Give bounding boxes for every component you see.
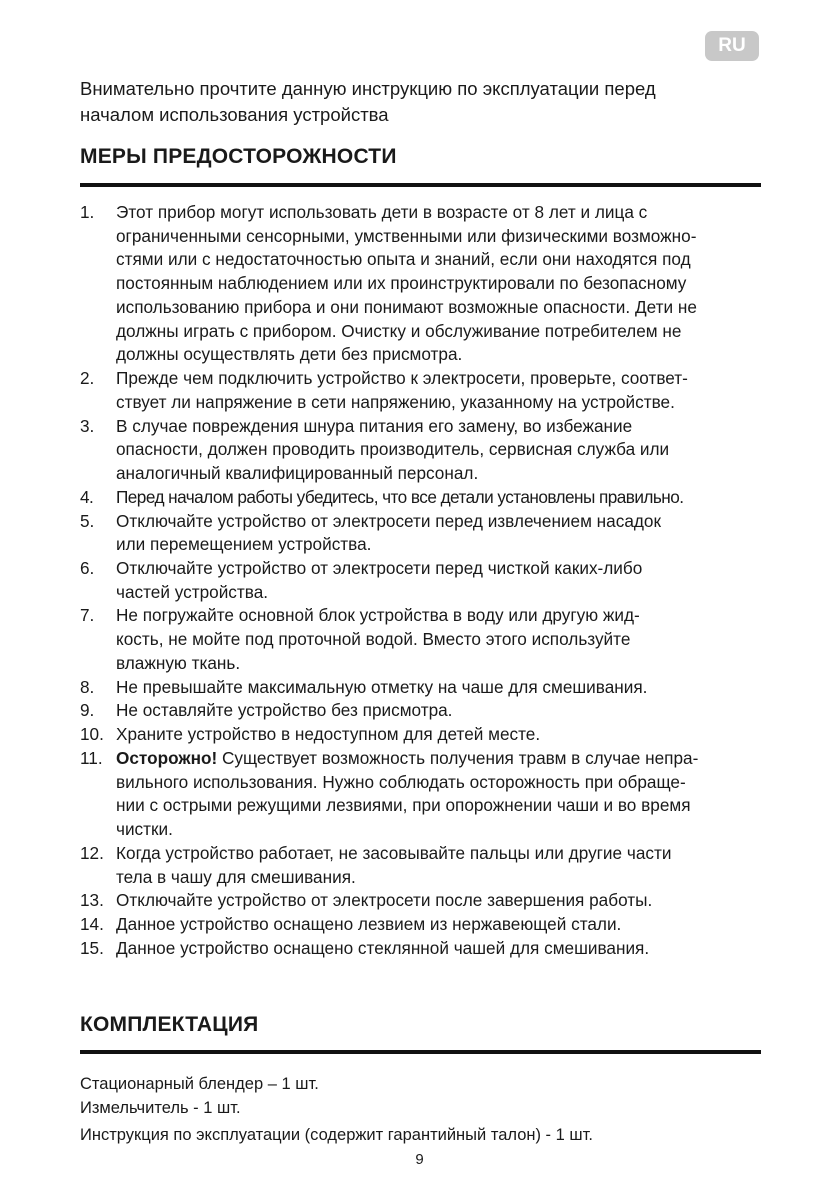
list-item-number: 11. <box>80 747 103 768</box>
kit-item: Измельчитель - 1 шт. <box>80 1099 241 1117</box>
list-item-line <box>80 343 698 367</box>
list-item <box>80 201 698 367</box>
list-item-line <box>80 913 698 937</box>
list-item-line <box>80 415 698 439</box>
list-item-text: должны играть с прибором. Очистку и обслуживание потребителем не <box>116 320 682 341</box>
list-item-number: 15. <box>80 937 104 958</box>
list-item-line <box>80 533 698 557</box>
list-item-line <box>80 676 698 700</box>
list-item-number: 3. <box>80 415 95 436</box>
list-item-text: Когда устройство работает, не засовывайте пальцы или другие части <box>116 842 672 863</box>
list-item-line <box>80 699 698 723</box>
list-item <box>80 604 698 675</box>
list-item-line <box>80 628 698 652</box>
list-item <box>80 676 698 700</box>
list-item-number: 14. <box>80 914 104 935</box>
language-badge: RU <box>705 31 759 61</box>
list-item-line <box>80 296 698 320</box>
heading-rule <box>80 1050 761 1054</box>
list-item <box>80 723 698 747</box>
precautions-list <box>80 201 698 961</box>
list-item-text: постоянным наблюдением или их проинструктировали по безопасному <box>116 273 687 294</box>
list-item-line <box>80 320 698 344</box>
kit-list <box>80 1072 593 1147</box>
heading-rule <box>80 183 761 187</box>
list-item-text: Перед началом работы убедитесь, что все детали установлены правильно. <box>116 486 684 507</box>
list-item-line <box>80 272 698 296</box>
list-item-text: нии с острыми режущими лезвиями, при опорожнении чаши и во время <box>116 795 691 816</box>
list-item-text: Не превышайте максимальную отметку на чаше для смешивания. <box>116 676 648 697</box>
list-item-line <box>80 889 698 913</box>
list-item-number: 7. <box>80 605 95 626</box>
list-item-text: влажную ткань. <box>116 652 241 673</box>
kit-item: Стационарный блендер – 1 шт. <box>80 1075 319 1093</box>
list-item-text: ограниченными сенсорными, умственными или физическими возможно- <box>116 225 697 246</box>
list-item <box>80 557 698 604</box>
list-item <box>80 367 698 414</box>
page-number: 9 <box>415 1151 424 1168</box>
list-item-text: В случае повреждения шнура питания его замену, во избежание <box>116 415 633 436</box>
list-item-text: Этот прибор могут использовать дети в возрасте от 8 лет и лица с <box>116 202 648 222</box>
list-item-text: Отключайте устройство от электросети перед извлечением насадок <box>116 510 661 531</box>
kit-item: Инструкция по эксплуатации (содержит гарантийный талон) - 1 шт. <box>80 1126 593 1144</box>
list-item-line <box>80 486 698 510</box>
list-item-number: 6. <box>80 558 95 579</box>
list-item-line <box>80 391 698 415</box>
list-item-text: частей устройства. <box>116 581 269 602</box>
list-item-text: опасности, должен проводить производитель, сервисная служба или <box>116 439 670 460</box>
list-item-line <box>80 557 698 581</box>
list-item-text: Данное устройство оснащено лезвием из нержавеющей стали. <box>116 914 622 935</box>
intro-line: началом использования устройства <box>80 104 389 125</box>
list-item-line <box>80 225 698 249</box>
list-item-text: кость, не мойте под проточной водой. Вместо этого используйте <box>116 629 631 650</box>
list-item-text: Не оставляйте устройство без присмотра. <box>116 700 453 721</box>
list-item-line <box>80 201 698 225</box>
list-item-text: Данное устройство оснащено стеклянной чашей для смешивания. <box>116 937 650 958</box>
list-item-number: 8. <box>80 676 95 697</box>
list-item <box>80 842 698 889</box>
list-item <box>80 747 698 842</box>
list-item-line <box>80 510 698 534</box>
list-item-text: Прежде чем подключить устройство к электросети, проверьте, соответ- <box>116 368 688 389</box>
list-item-text: Не погружайте основной блок устройства в воду или другую жид- <box>116 605 640 626</box>
list-item-line <box>80 367 698 391</box>
list-item-text: чистки. <box>116 819 173 840</box>
list-item-line <box>80 842 698 866</box>
list-item-text: стями или с недостаточностью опыта и знаний, если они находятся под <box>116 249 691 270</box>
list-item-line <box>80 248 698 272</box>
list-item <box>80 937 698 961</box>
list-item-text: Существует возможность получения травм в случае непра- <box>217 747 699 768</box>
list-item <box>80 913 698 937</box>
list-item-text: Отключайте устройство от электросети перед чисткой каких-либо <box>116 558 643 579</box>
list-item-text: использованию прибора и они понимают возможные опасности. Дети не <box>116 296 697 317</box>
list-item-line <box>80 747 698 771</box>
list-item <box>80 486 698 510</box>
list-item-number: 12. <box>80 842 104 863</box>
list-item <box>80 889 698 913</box>
list-item-number: 10. <box>80 724 104 745</box>
list-item <box>80 415 698 486</box>
intro-line: Внимательно прочтите данную инструкцию по эксплуатации перед <box>80 78 656 99</box>
list-item-number: 9. <box>80 700 95 721</box>
list-item-text: аналогичный квалифицированный персонал. <box>116 463 479 484</box>
list-item-text: должны осуществлять дети без присмотра. <box>116 344 463 365</box>
list-item-number: 5. <box>80 510 95 531</box>
warning-label: Осторожно! <box>116 747 218 768</box>
section-heading-precautions: МЕРЫ ПРЕДОСТОРОЖНОСТИ <box>80 145 397 168</box>
list-item-line <box>80 723 698 747</box>
list-item-line <box>80 438 698 462</box>
intro-text <box>80 76 656 128</box>
list-item <box>80 699 698 723</box>
list-item-line <box>80 794 698 818</box>
list-item-text: Отключайте устройство от электросети после завершения работы. <box>116 890 653 911</box>
list-item-number: 2. <box>80 368 95 389</box>
list-item-line <box>80 818 698 842</box>
list-item <box>80 510 698 557</box>
list-item-text: вильного использования. Нужно соблюдать осторожность при обраще- <box>116 771 686 792</box>
list-item-line <box>80 604 698 628</box>
list-item-text: тела в чашу для смешивания. <box>116 866 356 887</box>
list-item-line <box>80 771 698 795</box>
list-item-line <box>80 866 698 890</box>
list-item-number: 1. <box>80 202 95 222</box>
list-item-line <box>80 581 698 605</box>
section-heading-kit: КОМПЛЕКТАЦИЯ <box>80 1013 259 1036</box>
list-item-text: ствует ли напряжение в сети напряжению, указанному на устройстве. <box>116 391 675 412</box>
list-item-text: Храните устройство в недоступном для детей месте. <box>116 724 541 745</box>
list-item-text: или перемещением устройства. <box>116 534 372 555</box>
list-item-number: 13. <box>80 890 104 911</box>
list-item-number: 4. <box>80 486 94 507</box>
list-item-line <box>80 652 698 676</box>
list-item-line <box>80 937 698 961</box>
list-item-line <box>80 462 698 486</box>
